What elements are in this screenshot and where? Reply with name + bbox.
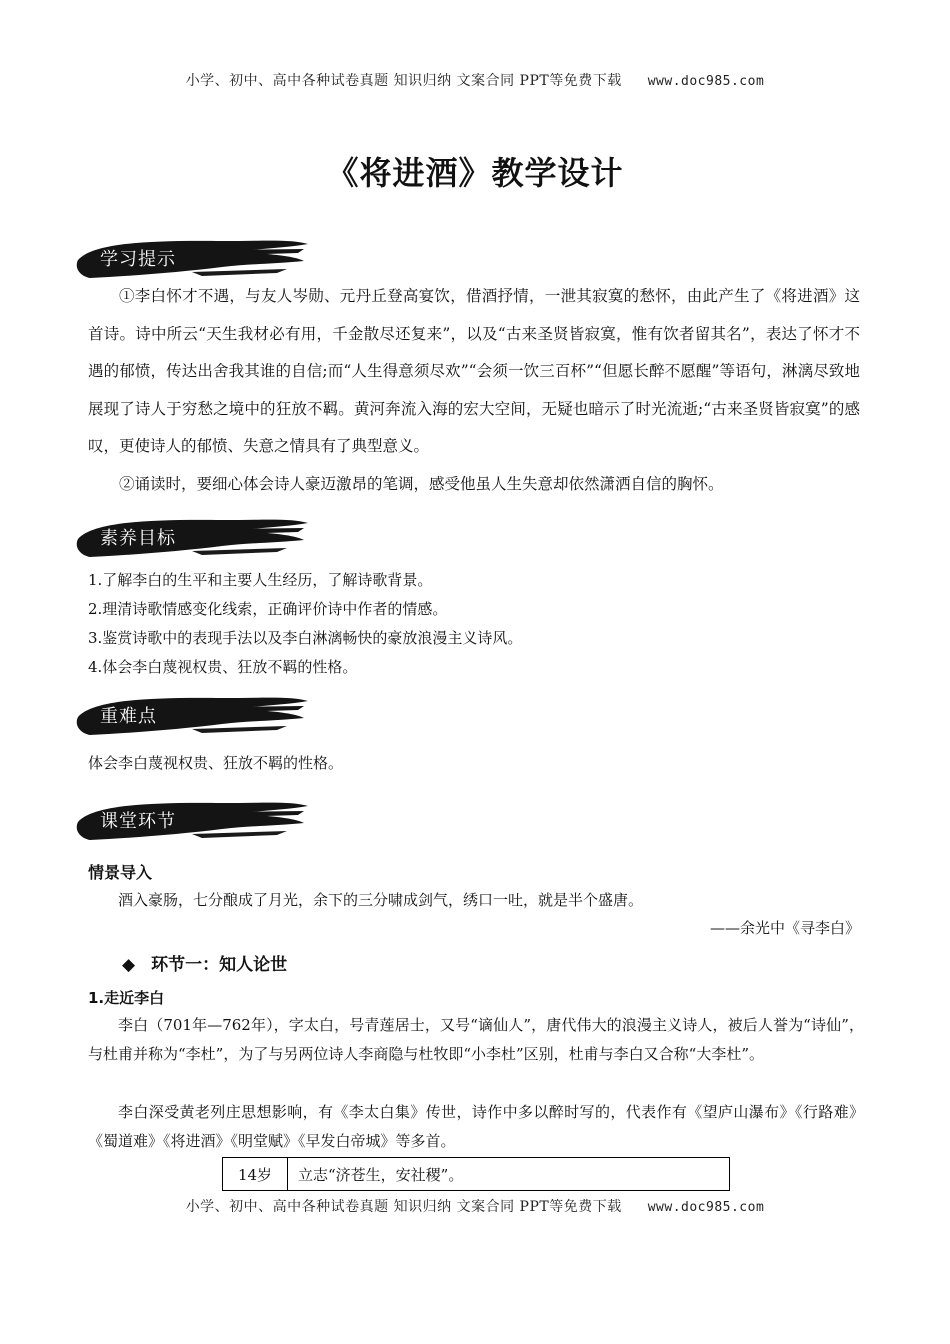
intro-quote-block [88,886,860,942]
approach-heading: 1.走近李白 [88,989,165,1007]
timeline-event: 立志“济苍生，安社稷”。 [288,1158,730,1191]
key-point-text: 体会李白蔑视权贵、狂放不羁的性格。 [88,754,344,772]
list-item: 3.鉴赏诗歌中的表现手法以及李白淋漓畅快的豪放浪漫主义诗风。 [88,629,523,647]
section-banner-key [72,693,312,739]
approach-paragraph-2: 李白深受黄老列庄思想影响，有《李太白集》传世，诗作中多以醉时写的，代表作有《望庐山瀑布》《行路难》《蜀道难》《将进酒》《明堂赋》《早发白帝城》等多首。 [88,1103,864,1150]
page-footer [0,1196,950,1216]
approach-paragraph-1: 李白（701年—762年），字太白，号青莲居士，又号“谪仙人”，唐代伟大的浪漫主义诗人，被后人誉为“诗仙”，与杜甫并称为“李杜”，为了与另两位诗人李商隐与杜牧即“小李杜”区别，杜甫与李白又合称“大李杜”。 [88,1016,864,1063]
intro-heading: 情景导入 [88,863,153,882]
step-one-heading [122,950,287,975]
list-item: 4.体会李白蔑视权贵、狂放不羁的性格。 [88,658,358,676]
diamond-bullet-icon: ◆ [122,955,136,975]
section-label-class: 课堂环节 [100,811,176,832]
step-one-title: 环节一：知人论世 [151,955,288,975]
document-title: 《将进酒》教学设计 [326,154,624,192]
tips-paragraph-1: ①李白怀才不遇，与友人岑勋、元丹丘登高宴饮，借酒抒情，一泄其寂寞的愁怀，由此产生了《将进酒》这首诗。诗中所云“天生我材必有用，千金散尽还复来”，以及“古来圣贤皆寂寞，惟有饮者留其名”，表达了怀才不遇的郁愤，传达出舍我其谁的自信;而“人生得意须尽欢”“会须一饮三百杯”“但愿长醉不愿醒”等语句，淋漓尽致地展现了诗人于穷愁之境中的狂放不羁。黄河奔流入海的宏大空间，无疑也暗示了时光流逝;“古来圣贤皆寂寞”的感叹，更使诗人的郁愤、失意之情具有了典型意义。 [88,287,860,455]
timeline-age: 14岁 [223,1158,288,1191]
list-item: 2.理清诗歌情感变化线索，正确评价诗中作者的情感。 [88,600,448,618]
header-url[interactable]: www.doc985.com [647,74,765,89]
footer-text: 小学、初中、高中各种试卷真题 知识归纳 文案合同 PPT等免费下载 [185,1199,622,1215]
tips-paragraph-2: ②诵读时，要细心体会诗人豪迈激昂的笔调，感受他虽人生失意却依然潇洒自信的胸怀。 [119,475,724,493]
page-header [0,70,950,90]
list-item: 1.了解李白的生平和主要人生经历，了解诗歌背景。 [88,571,433,589]
goals-list [88,566,860,682]
section-banner-tips [72,236,312,282]
timeline-table [222,1157,730,1191]
table-row [223,1158,730,1191]
section-label-tips: 学习提示 [100,249,176,270]
header-text: 小学、初中、高中各种试卷真题 知识归纳 文案合同 PPT等免费下载 [185,73,622,89]
section-banner-class [72,798,312,844]
intro-quote-source: ——余光中《寻李白》 [709,919,860,937]
section-banner-goals [72,515,312,561]
section-label-key: 重难点 [100,706,157,727]
intro-quote: 酒入豪肠，七分酿成了月光，余下的三分啸成剑气，绣口一吐，就是半个盛唐。 [118,891,644,909]
section-label-goals: 素养目标 [100,528,176,549]
footer-url[interactable]: www.doc985.com [647,1200,765,1215]
